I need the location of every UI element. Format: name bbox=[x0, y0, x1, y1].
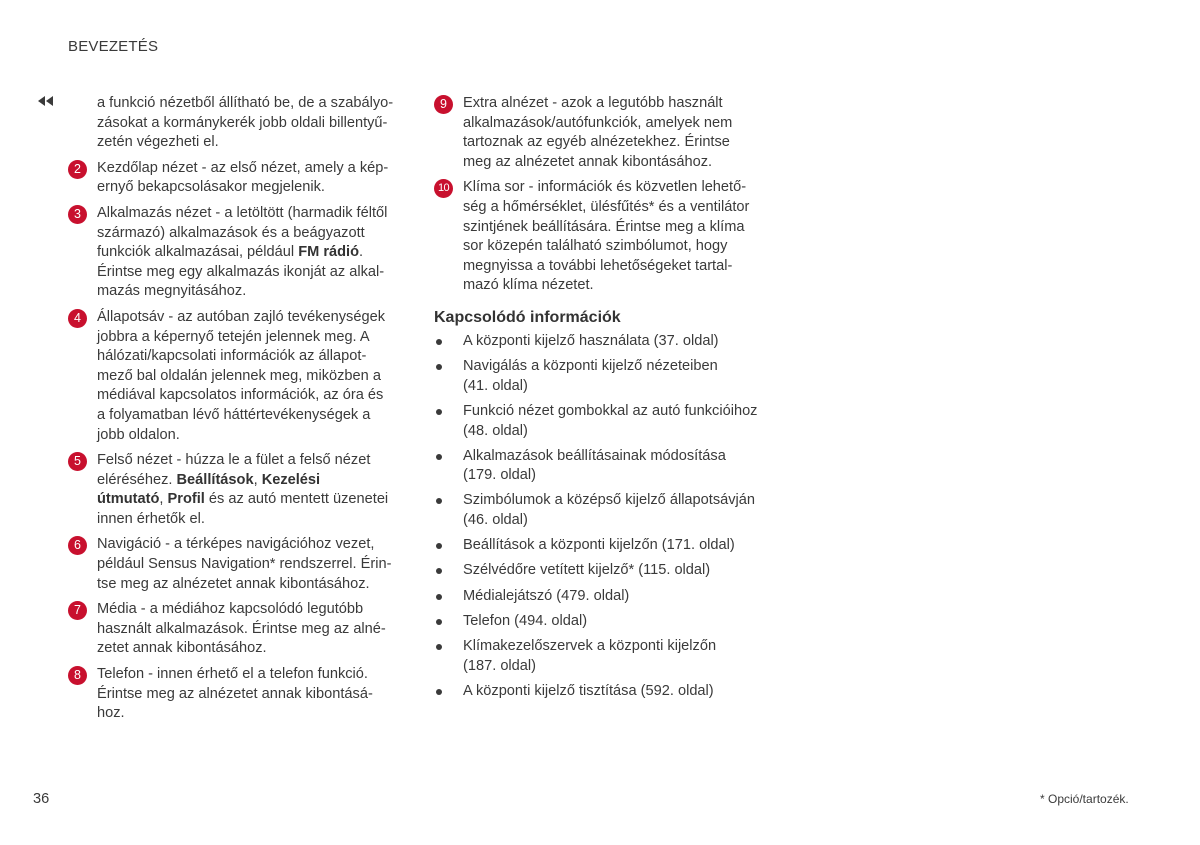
callout-number-badge: 2 bbox=[68, 160, 87, 179]
related-link[interactable] bbox=[434, 587, 784, 607]
text-segment: Felső nézet - húzza le a fület a felső nézet bbox=[97, 452, 371, 469]
related-link-text: Klímakezelőszervek a központi kijelzőn bbox=[463, 638, 717, 654]
bullet-icon bbox=[436, 619, 442, 625]
text-segment: Telefon - innen érhető el a telefon funkció. bbox=[97, 666, 368, 683]
footnote: * Opció/tartozék. bbox=[1040, 792, 1129, 806]
callout-number-badge: 9 bbox=[434, 95, 453, 114]
intro-line: a funkció nézetből állítható be, de a szabályo- bbox=[97, 95, 394, 111]
text-segment: ernyő bekapcsolásakor megjelenik. bbox=[97, 179, 325, 196]
related-link-text: Szélvédőre vetített kijelző* (115. oldal) bbox=[463, 562, 711, 579]
text-segment: jobbra a képernyő tetején jelennek meg. A bbox=[97, 328, 370, 345]
related-link-text: A központi kijelző használata (37. oldal) bbox=[463, 332, 719, 349]
text-segment: Klíma sor - információk és közvetlen lehető- bbox=[463, 179, 747, 196]
intro-continuation bbox=[68, 94, 408, 153]
text-segment: Érintse meg egy alkalmazás ikonját az alkal- bbox=[97, 263, 385, 280]
related-link[interactable] bbox=[434, 491, 784, 530]
page-number: 36 bbox=[33, 791, 50, 807]
text-segment: származó) alkalmazások és a beágyazott bbox=[97, 224, 365, 241]
bullet-icon bbox=[436, 594, 442, 600]
text-segment: ség a hőmérséklet, ülésfűtés* és a ventilátor bbox=[463, 198, 750, 215]
text-segment: . bbox=[359, 244, 364, 261]
continued-arrow-icon bbox=[36, 94, 56, 108]
text-segment: jobb oldalon. bbox=[97, 426, 180, 443]
callout-number-badge: 4 bbox=[68, 309, 87, 328]
text-segment: eléréséhez. bbox=[97, 471, 177, 488]
text-segment: Állapotsáv - az autóban zajló tevékenységek bbox=[97, 308, 385, 325]
text-segment: sor közepén található szimbólumot, hogy bbox=[463, 238, 728, 255]
related-link-text: Alkalmazások beállításainak módosítása bbox=[463, 447, 726, 464]
callout-item-3 bbox=[68, 204, 408, 302]
related-link-text: Telefon (494. oldal) bbox=[463, 612, 588, 629]
related-link[interactable] bbox=[434, 536, 784, 556]
related-link[interactable] bbox=[434, 332, 784, 352]
left-column bbox=[68, 94, 408, 730]
callout-item-9 bbox=[434, 94, 784, 172]
callout-item-4 bbox=[68, 308, 408, 445]
text-segment: hoz. bbox=[97, 705, 125, 722]
text-segment: innen érhetők el. bbox=[97, 510, 205, 527]
text-segment: és az autó mentett üzenetei bbox=[204, 491, 389, 508]
text-segment: Kezdőlap nézet - az első nézet, amely a kép- bbox=[97, 159, 389, 176]
text-segment: megnyissa a további lehetőségeket tartal- bbox=[463, 257, 733, 274]
callout-item-2 bbox=[68, 159, 408, 198]
bullet-icon bbox=[436, 409, 442, 415]
right-column bbox=[434, 94, 784, 707]
bullet-icon bbox=[436, 364, 442, 370]
bold-term: FM rádió bbox=[298, 244, 359, 261]
text-segment: mező bal oldalán jelennek meg, miközben a bbox=[97, 367, 381, 384]
related-link-text: Navigálás a központi kijelző nézeteiben bbox=[463, 358, 718, 375]
callout-item-6 bbox=[68, 535, 408, 594]
text-segment: mazás megnyitásához. bbox=[97, 283, 247, 300]
text-segment: , bbox=[253, 471, 262, 488]
bullet-icon bbox=[436, 498, 442, 504]
intro-line: zetén végezheti el. bbox=[97, 134, 219, 151]
bullet-icon bbox=[436, 689, 442, 695]
callout-item-8 bbox=[68, 665, 408, 724]
text-segment: médiával kapcsolatos információk, az óra és bbox=[97, 387, 384, 404]
related-link-text: (48. oldal) bbox=[463, 422, 528, 439]
related-link[interactable] bbox=[434, 637, 784, 676]
text-segment: tse meg az alnézetet annak kibontásához. bbox=[97, 575, 370, 592]
related-link[interactable] bbox=[434, 402, 784, 441]
callout-number-badge: 10 bbox=[434, 179, 453, 198]
text-segment: Alkalmazás nézet - a letöltött (harmadik féltől bbox=[97, 204, 388, 221]
callout-number-badge: 8 bbox=[68, 666, 87, 685]
intro-line: zásokat a kormánykerék jobb oldali billentyű- bbox=[97, 114, 388, 131]
bullet-icon bbox=[436, 454, 442, 460]
callout-item-10 bbox=[434, 178, 784, 296]
related-link-text: (46. oldal) bbox=[463, 512, 528, 529]
related-link-text: (41. oldal) bbox=[463, 377, 528, 394]
callout-item-7 bbox=[68, 600, 408, 659]
text-segment: Extra alnézet - azok a legutóbb használt bbox=[463, 95, 723, 111]
related-link-text: A központi kijelző tisztítása (592. oldal) bbox=[463, 682, 714, 699]
related-link-text: Funkció nézet gombokkal az autó funkcióihoz bbox=[463, 402, 758, 419]
bullet-icon bbox=[436, 568, 442, 574]
text-segment: funkciók alkalmazásai, például bbox=[97, 244, 299, 261]
text-segment: szintjének beállítására. Érintse meg a klíma bbox=[463, 218, 745, 235]
related-info-heading: Kapcsolódó információk bbox=[434, 308, 621, 326]
related-link-text: Szimbólumok a középső kijelző állapotsávján bbox=[463, 492, 756, 509]
text-segment: zetet annak kibontásához. bbox=[97, 640, 267, 657]
bold-term: Profil bbox=[167, 491, 205, 508]
bold-term: útmutató bbox=[97, 491, 160, 508]
text-segment: , bbox=[159, 491, 168, 508]
text-segment: mazó klíma nézetet. bbox=[463, 277, 594, 294]
text-segment: hálózati/kapcsolati információk az állapot- bbox=[97, 348, 367, 365]
related-link[interactable] bbox=[434, 682, 784, 702]
text-segment: alkalmazások/autófunkciók, amelyek nem bbox=[463, 114, 733, 131]
text-segment: meg az alnézetet annak kibontásához. bbox=[463, 153, 713, 170]
bullet-icon bbox=[436, 543, 442, 549]
text-segment: használt alkalmazások. Érintse meg az alné- bbox=[97, 620, 386, 637]
related-info-list bbox=[434, 332, 784, 701]
related-link-text: Beállítások a központi kijelzőn (171. oldal) bbox=[463, 537, 735, 554]
callout-number-badge: 6 bbox=[68, 536, 87, 555]
related-link-text: (179. oldal) bbox=[463, 467, 537, 484]
text-segment: Navigáció - a térképes navigációhoz vezet, bbox=[97, 536, 375, 553]
section-title: BEVEZETÉS bbox=[68, 38, 159, 55]
text-segment: Média - a médiához kapcsolódó legutóbb bbox=[97, 601, 364, 618]
text-segment: tartoznak az egyéb alnézetekhez. Érintse bbox=[463, 134, 730, 151]
related-link[interactable] bbox=[434, 612, 784, 632]
text-segment: a folyamatban lévő háttértevékenységek a bbox=[97, 406, 371, 423]
callout-number-badge: 3 bbox=[68, 205, 87, 224]
bullet-icon bbox=[436, 644, 442, 650]
related-link[interactable] bbox=[434, 561, 784, 581]
bold-term: Kezelési bbox=[261, 471, 321, 488]
related-link-text: (187. oldal) bbox=[463, 657, 537, 674]
related-link[interactable] bbox=[434, 447, 784, 486]
related-link[interactable] bbox=[434, 357, 784, 396]
related-link-text: Médialejátszó (479. oldal) bbox=[463, 587, 630, 604]
text-segment: például Sensus Navigation* rendszerrel. Érin- bbox=[97, 556, 392, 573]
callout-number-badge: 7 bbox=[68, 601, 87, 620]
bold-term: Beállítások bbox=[176, 471, 254, 488]
callout-item-5 bbox=[68, 451, 408, 529]
text-segment: Érintse meg az alnézetet annak kibontásá- bbox=[97, 685, 373, 702]
bullet-icon bbox=[436, 339, 442, 345]
callout-number-badge: 5 bbox=[68, 452, 87, 471]
